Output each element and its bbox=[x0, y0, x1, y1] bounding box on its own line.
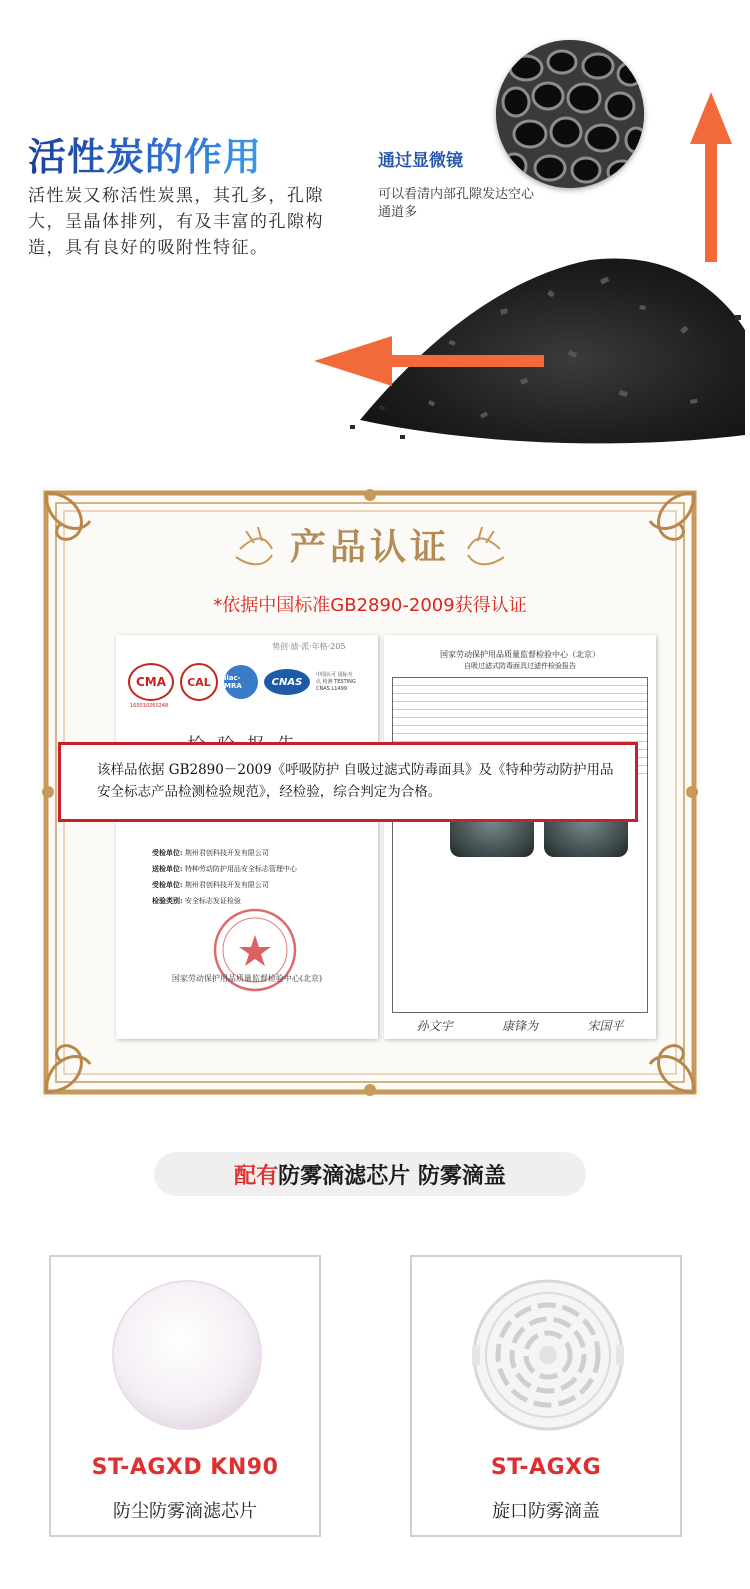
cnas-logo-icon: CNAS bbox=[264, 669, 310, 695]
cnas-caption: 中国认可 国际互认 检测 TESTING CNAS L1499 bbox=[316, 671, 356, 692]
cal-logo-icon: CAL bbox=[180, 663, 218, 701]
cert-subtitle: *依据中国标准GB2890-2009获得认证 bbox=[213, 595, 527, 616]
filter-pad-image bbox=[107, 1275, 267, 1435]
carbon-title: 活性炭的作用 bbox=[28, 126, 262, 181]
model-number: ST-AGXD KN90 bbox=[91, 1455, 279, 1480]
report-header: 国家劳动保护用品质量监督检验中心（北京） bbox=[440, 650, 600, 659]
product-description: 旋口防雾滴盖 bbox=[492, 1501, 600, 1522]
cma-number: 160010260248 bbox=[130, 703, 169, 709]
report-detail-page bbox=[384, 635, 656, 1039]
certification-logos bbox=[128, 659, 368, 705]
accessory-card-filter[interactable] bbox=[49, 1255, 321, 1537]
accessories-heading bbox=[154, 1152, 586, 1196]
report-field: 检验类别: 安全标志发证检验 bbox=[152, 896, 241, 905]
microscope-label: 通过显微镜 bbox=[378, 151, 463, 171]
model-number: ST-AGXG bbox=[490, 1455, 602, 1480]
carbon-description: 活性炭又称活性炭黑，其孔多，孔隙大，呈晶体排列，有及丰富的孔隙构造，具有良好的吸附性特征。 bbox=[28, 186, 324, 258]
report-fields bbox=[152, 845, 297, 909]
heading-accent: 配有 bbox=[234, 1163, 279, 1189]
arrow-left-icon bbox=[314, 336, 544, 386]
certification-section bbox=[40, 487, 700, 1098]
signatures bbox=[392, 1017, 648, 1034]
product-description: 防尘防雾滴滤芯片 bbox=[113, 1501, 257, 1522]
highlight-conclusion: 该样品依据 GB2890－2009《呼吸防护 自吸过滤式防毒面具》及《特种劳动防护用品安全标志产品检测检验规范》，经检验，综合判定为合格。 bbox=[58, 742, 638, 822]
ilac-logo-icon: ilac-MRA bbox=[224, 665, 258, 699]
cma-logo-icon: CMA bbox=[128, 663, 174, 701]
heading-rest: 防雾滴滤芯片 防雾滴盖 bbox=[278, 1163, 506, 1189]
signature: 宋国平 bbox=[587, 1019, 624, 1033]
report-field: 受检单位: 荆州君创科技开发有限公司 bbox=[152, 848, 269, 857]
carbon-pile-image bbox=[340, 220, 750, 450]
cert-title: 产品认证 bbox=[289, 527, 450, 568]
arrow-up-icon bbox=[690, 92, 732, 262]
report-issuer: 国家劳动保护用品质量监督检验中心(北京) bbox=[171, 974, 323, 983]
signature: 康锋为 bbox=[501, 1019, 538, 1033]
signature: 孙文宇 bbox=[416, 1019, 453, 1033]
report-field: 送检单位: 特种劳动防护用品安全标志管理中心 bbox=[152, 864, 297, 873]
report-subheader: 自吸过滤式防毒面具过滤件检验报告 bbox=[464, 662, 576, 670]
handwritten-note: 势创·滤·派·年格·205 bbox=[272, 642, 346, 651]
accessory-card-cover[interactable] bbox=[410, 1255, 682, 1537]
report-field: 受检单位: 荆州君创科技开发有限公司 bbox=[152, 880, 269, 889]
report-cover-page bbox=[116, 635, 378, 1039]
activated-carbon-section bbox=[0, 0, 750, 470]
cover-cap-image bbox=[468, 1275, 628, 1435]
microscope-description: 可以看清内部孔隙发达空心通道多 bbox=[378, 187, 535, 220]
microscope-image bbox=[496, 40, 644, 188]
